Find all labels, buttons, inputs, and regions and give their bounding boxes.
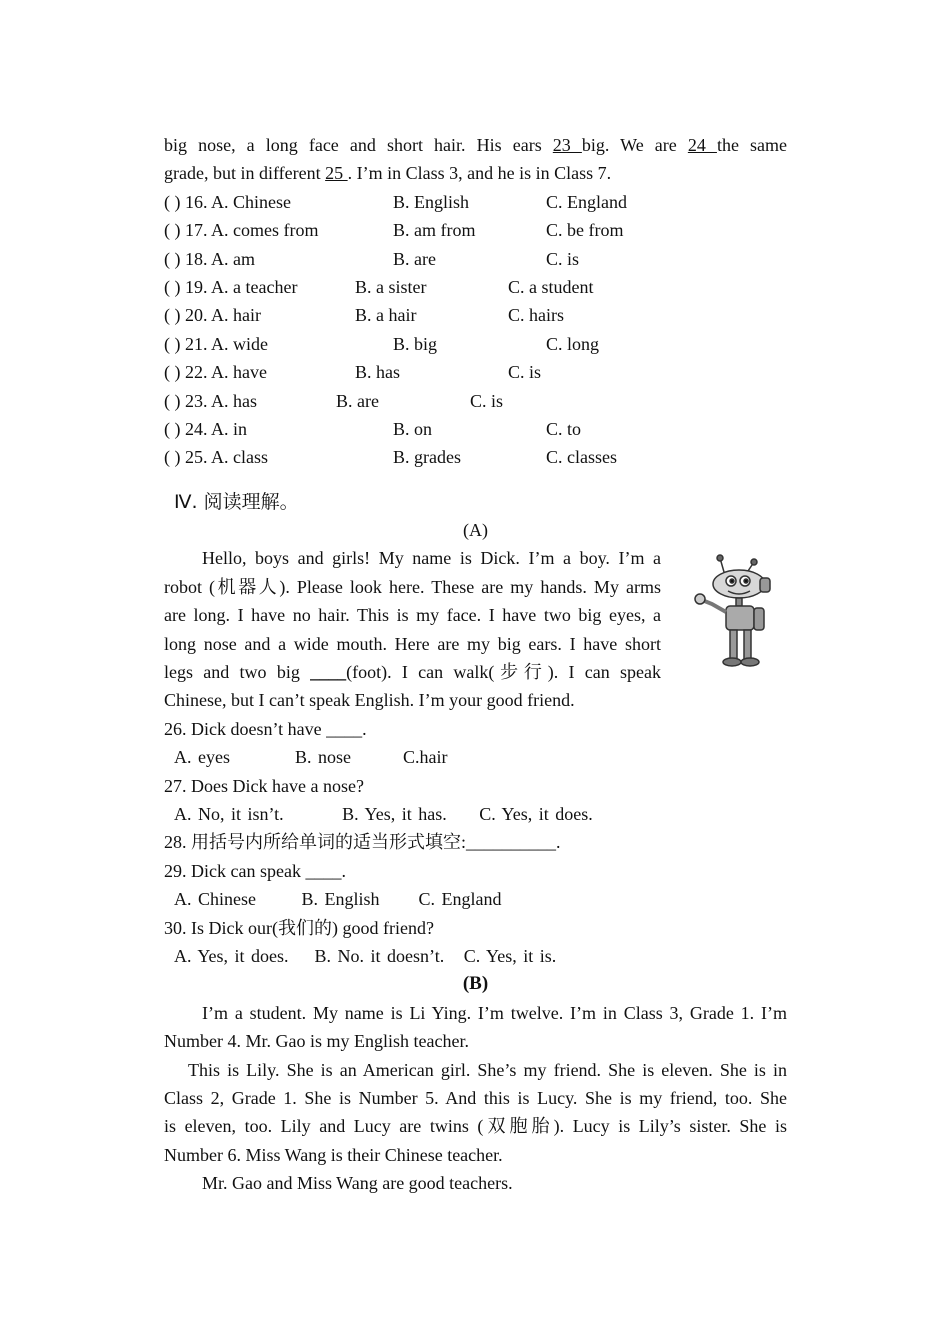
option-b: B. grades [393,447,461,468]
passage-line: Mr. Gao and Miss Wang are good teachers. [202,1173,513,1194]
option-a: ( ) 23. A. has [164,390,257,411]
question-28: 28. 用括号内所给单词的适当形式填空:__________. [164,832,561,853]
part-a-passage [164,544,787,714]
passage-line [164,658,661,686]
option-b: B. big [393,333,438,354]
question-30-options: A. Yes, it does. B. No. it doesn’t. C. Yes, it is. [174,945,557,966]
option-c: C. is [470,390,504,411]
passage-line: are long. I have no hair. This is my face. I have two big eyes, a [164,605,661,626]
option-b: B. are [336,390,379,411]
passage-line: Class 2, Grade 1. She is Number 5. And this is Lucy. She is my friend, too. She [164,1087,787,1108]
option-a: ( ) 19. A. a teacher [164,276,298,297]
text: the same [716,135,787,155]
question-19 [164,273,787,301]
question-24 [164,415,787,443]
option-a: ( ) 21. A. wide [164,333,268,354]
question-29: 29. Dick can speak ____. [164,860,346,881]
option-c: C. hairs [508,305,564,326]
option-b: B. on [393,418,433,439]
option-c: C. to [546,418,582,439]
option-a: ( ) 16. A. Chinese [164,191,291,212]
passage-line: long nose and a wide mouth. Here are my big ears. I have short [164,633,661,654]
passage-line: robot (机器人). Please look here. These are my hands. My arms [164,576,661,597]
passage-line: is eleven, too. Lily and Lucy are twins (双胞胎). Lucy is Lily’s sister. She is [164,1116,787,1137]
question-17 [164,216,787,244]
option-b: B. English [393,191,470,212]
option-b: B. has [355,362,400,383]
option-c: C. long [546,333,600,354]
text: (foot). I can walk(步行). I can speak [346,662,661,683]
section-heading: Ⅳ. 阅读理解。 [174,490,299,513]
question-23 [164,387,787,415]
part-a-title: (A) [463,520,488,541]
question-26: 26. Dick doesn’t have ____. [164,718,367,739]
option-c: C. is [546,248,580,269]
passage-line [164,131,787,159]
text: big nose, a long face and short hair. His ears [164,135,553,155]
text: big. We are [581,135,688,155]
worksheet-page [164,131,787,1197]
question-16 [164,188,787,216]
question-29-options: A. Chinese B. English C. England [174,889,502,910]
option-a: ( ) 18. A. am [164,248,255,269]
question-25 [164,443,787,471]
question-20 [164,301,787,329]
option-a: ( ) 17. A. comes from [164,220,319,241]
question-27: 27. Does Dick have a nose? [164,775,364,796]
option-c: C. England [546,191,627,212]
passage-line: This is Lily. She is an American girl. She’s my friend. She is eleven. She is in [188,1059,787,1080]
option-b: B. a sister [355,276,427,297]
option-c: C. be from [546,220,624,241]
passage-line [164,159,787,187]
question-21 [164,330,787,358]
part-b-title: (B) [462,973,489,995]
option-a: ( ) 20. A. hair [164,305,261,326]
option-c: C. is [508,362,542,383]
passage-line: I’m a student. My name is Li Ying. I’m twelve. I’m in Class 3, Grade 1. I’m [202,1002,787,1023]
question-27-options: A. No, it isn’t. B. Yes, it has. C. Yes, it does. [174,803,593,824]
robot-illustration [684,554,784,674]
option-c: C. classes [546,447,617,468]
text: grade, but in different [164,163,326,184]
option-b: B. are [393,248,436,269]
question-26-options: A. eyes B. nose C.hair [174,747,448,768]
passage-line: Hello, boys and girls! My name is Dick. I’m a boy. I’m a [202,548,661,569]
blank-23: 23 [552,135,582,155]
text: . I’m in Class 3, and he is in Class 7. [347,163,612,184]
option-c: C. a student [508,276,594,297]
option-b: B. a hair [355,305,417,326]
option-a: ( ) 22. A. have [164,362,267,383]
option-a: ( ) 25. A. class [164,447,268,468]
question-18 [164,245,787,273]
question-30: 30. Is Dick our(我们的) good friend? [164,917,434,938]
passage-line: Chinese, but I can’t speak English. I’m your good friend. [164,690,575,711]
option-b: B. am from [393,220,476,241]
blank-25: 25 [325,163,348,184]
text: legs and two big [164,662,311,683]
blank-24: 24 [687,135,717,155]
passage-line: Number 4. Mr. Gao is my English teacher. [164,1031,469,1052]
question-22 [164,358,787,386]
option-a: ( ) 24. A. in [164,418,247,439]
blank-foot: ____ [310,662,347,683]
passage-line: Number 6. Miss Wang is their Chinese teacher. [164,1144,503,1165]
